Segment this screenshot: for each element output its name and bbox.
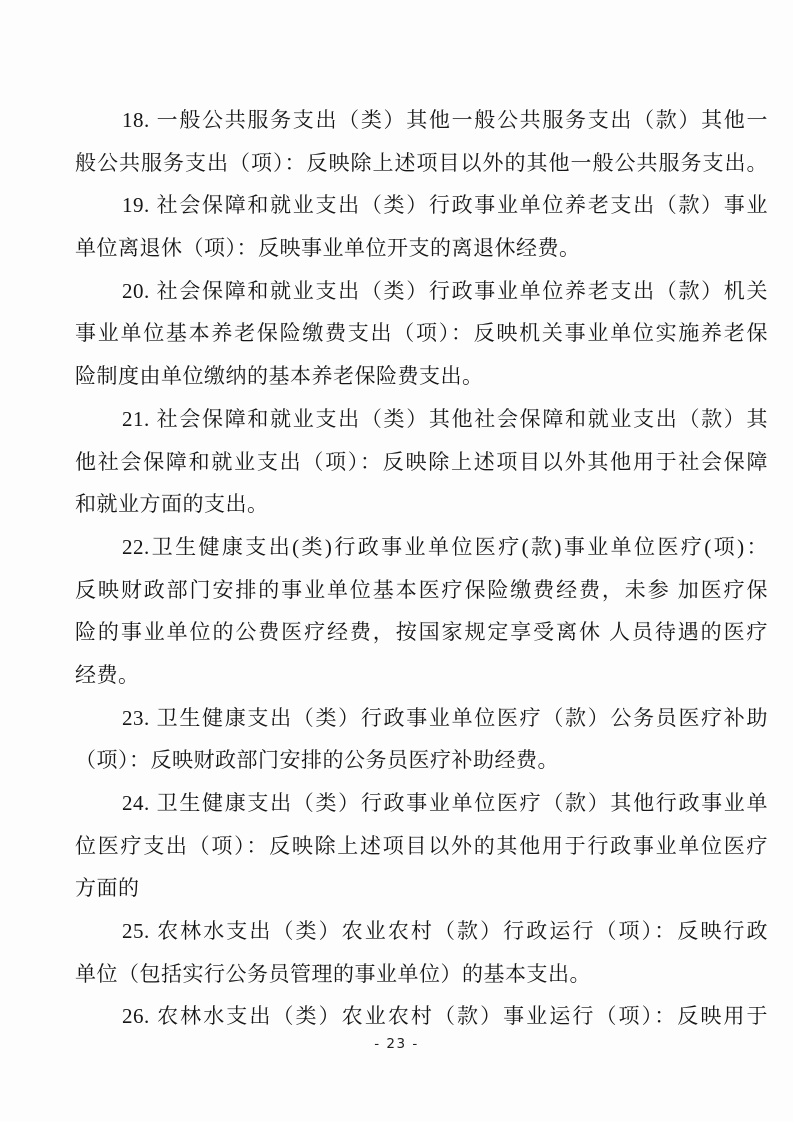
text-line: 事业单位基本养老保险缴费支出（项）：反映机关事业单位实施养老保 — [75, 321, 768, 346]
text-line: 22.卫生健康支出(类)行政事业单位医疗(款)事业单位医疗(项)： — [122, 534, 768, 559]
text-line: 单位离退休（项）：反映事业单位开支的离退休经费。 — [75, 236, 581, 261]
text-line: 险制度由单位缴纳的基本养老保险费支出。 — [75, 364, 484, 389]
text-line: 和就业方面的支出。 — [75, 492, 269, 517]
text-line: 26. 农林水支出（类）农业农村（款）事业运行（项）：反映用于 — [122, 1004, 768, 1029]
text-line: 20. 社会保障和就业支出（类）行政事业单位养老支出（款）机关 — [122, 278, 768, 303]
text-line: 经费。 — [75, 662, 140, 687]
text-line: 方面的 — [75, 876, 140, 901]
text-line: 他社会保障和就业支出（项）：反映除上述项目以外其他用于社会保障 — [75, 449, 768, 474]
page-body — [75, 99, 768, 1038]
text-line: 险的事业单位的公费医疗经费，按国家规定享受离休 人员待遇的医疗 — [75, 620, 768, 645]
text-line: 21. 社会保障和就业支出（类）其他社会保障和就业支出（款）其 — [122, 406, 768, 431]
text-line: 18. 一般公共服务支出（类）其他一般公共服务支出（款）其他一 — [122, 108, 768, 132]
text-line: （项）：反映财政部门安排的公务员医疗补助经费。 — [75, 748, 559, 773]
text-line: 反映财政部门安排的事业单位基本医疗保险缴费经费，未参 加医疗保 — [75, 577, 768, 602]
text-line: 般公共服务支出（项）：反映除上述项目以外的其他一般公共服务支出。 — [75, 150, 768, 175]
page-number: - 23 - — [374, 1036, 419, 1052]
text-line: 23. 卫生健康支出（类）行政事业单位医疗（款）公务员医疗补助 — [122, 705, 768, 730]
text-line: 单位（包括实行公务员管理的事业单位）的基本支出。 — [75, 961, 591, 986]
text-line: 位医疗支出（项）：反映除上述项目以外的其他用于行政事业单位医疗 — [75, 833, 768, 858]
text-line: 25. 农林水支出（类）农业农村（款）行政运行（项）：反映行政 — [122, 919, 768, 944]
text-line: 19. 社会保障和就业支出（类）行政事业单位养老支出（款）事业 — [122, 193, 768, 218]
text-line: 24. 卫生健康支出（类）行政事业单位医疗（款）其他行政事业单 — [122, 791, 768, 815]
